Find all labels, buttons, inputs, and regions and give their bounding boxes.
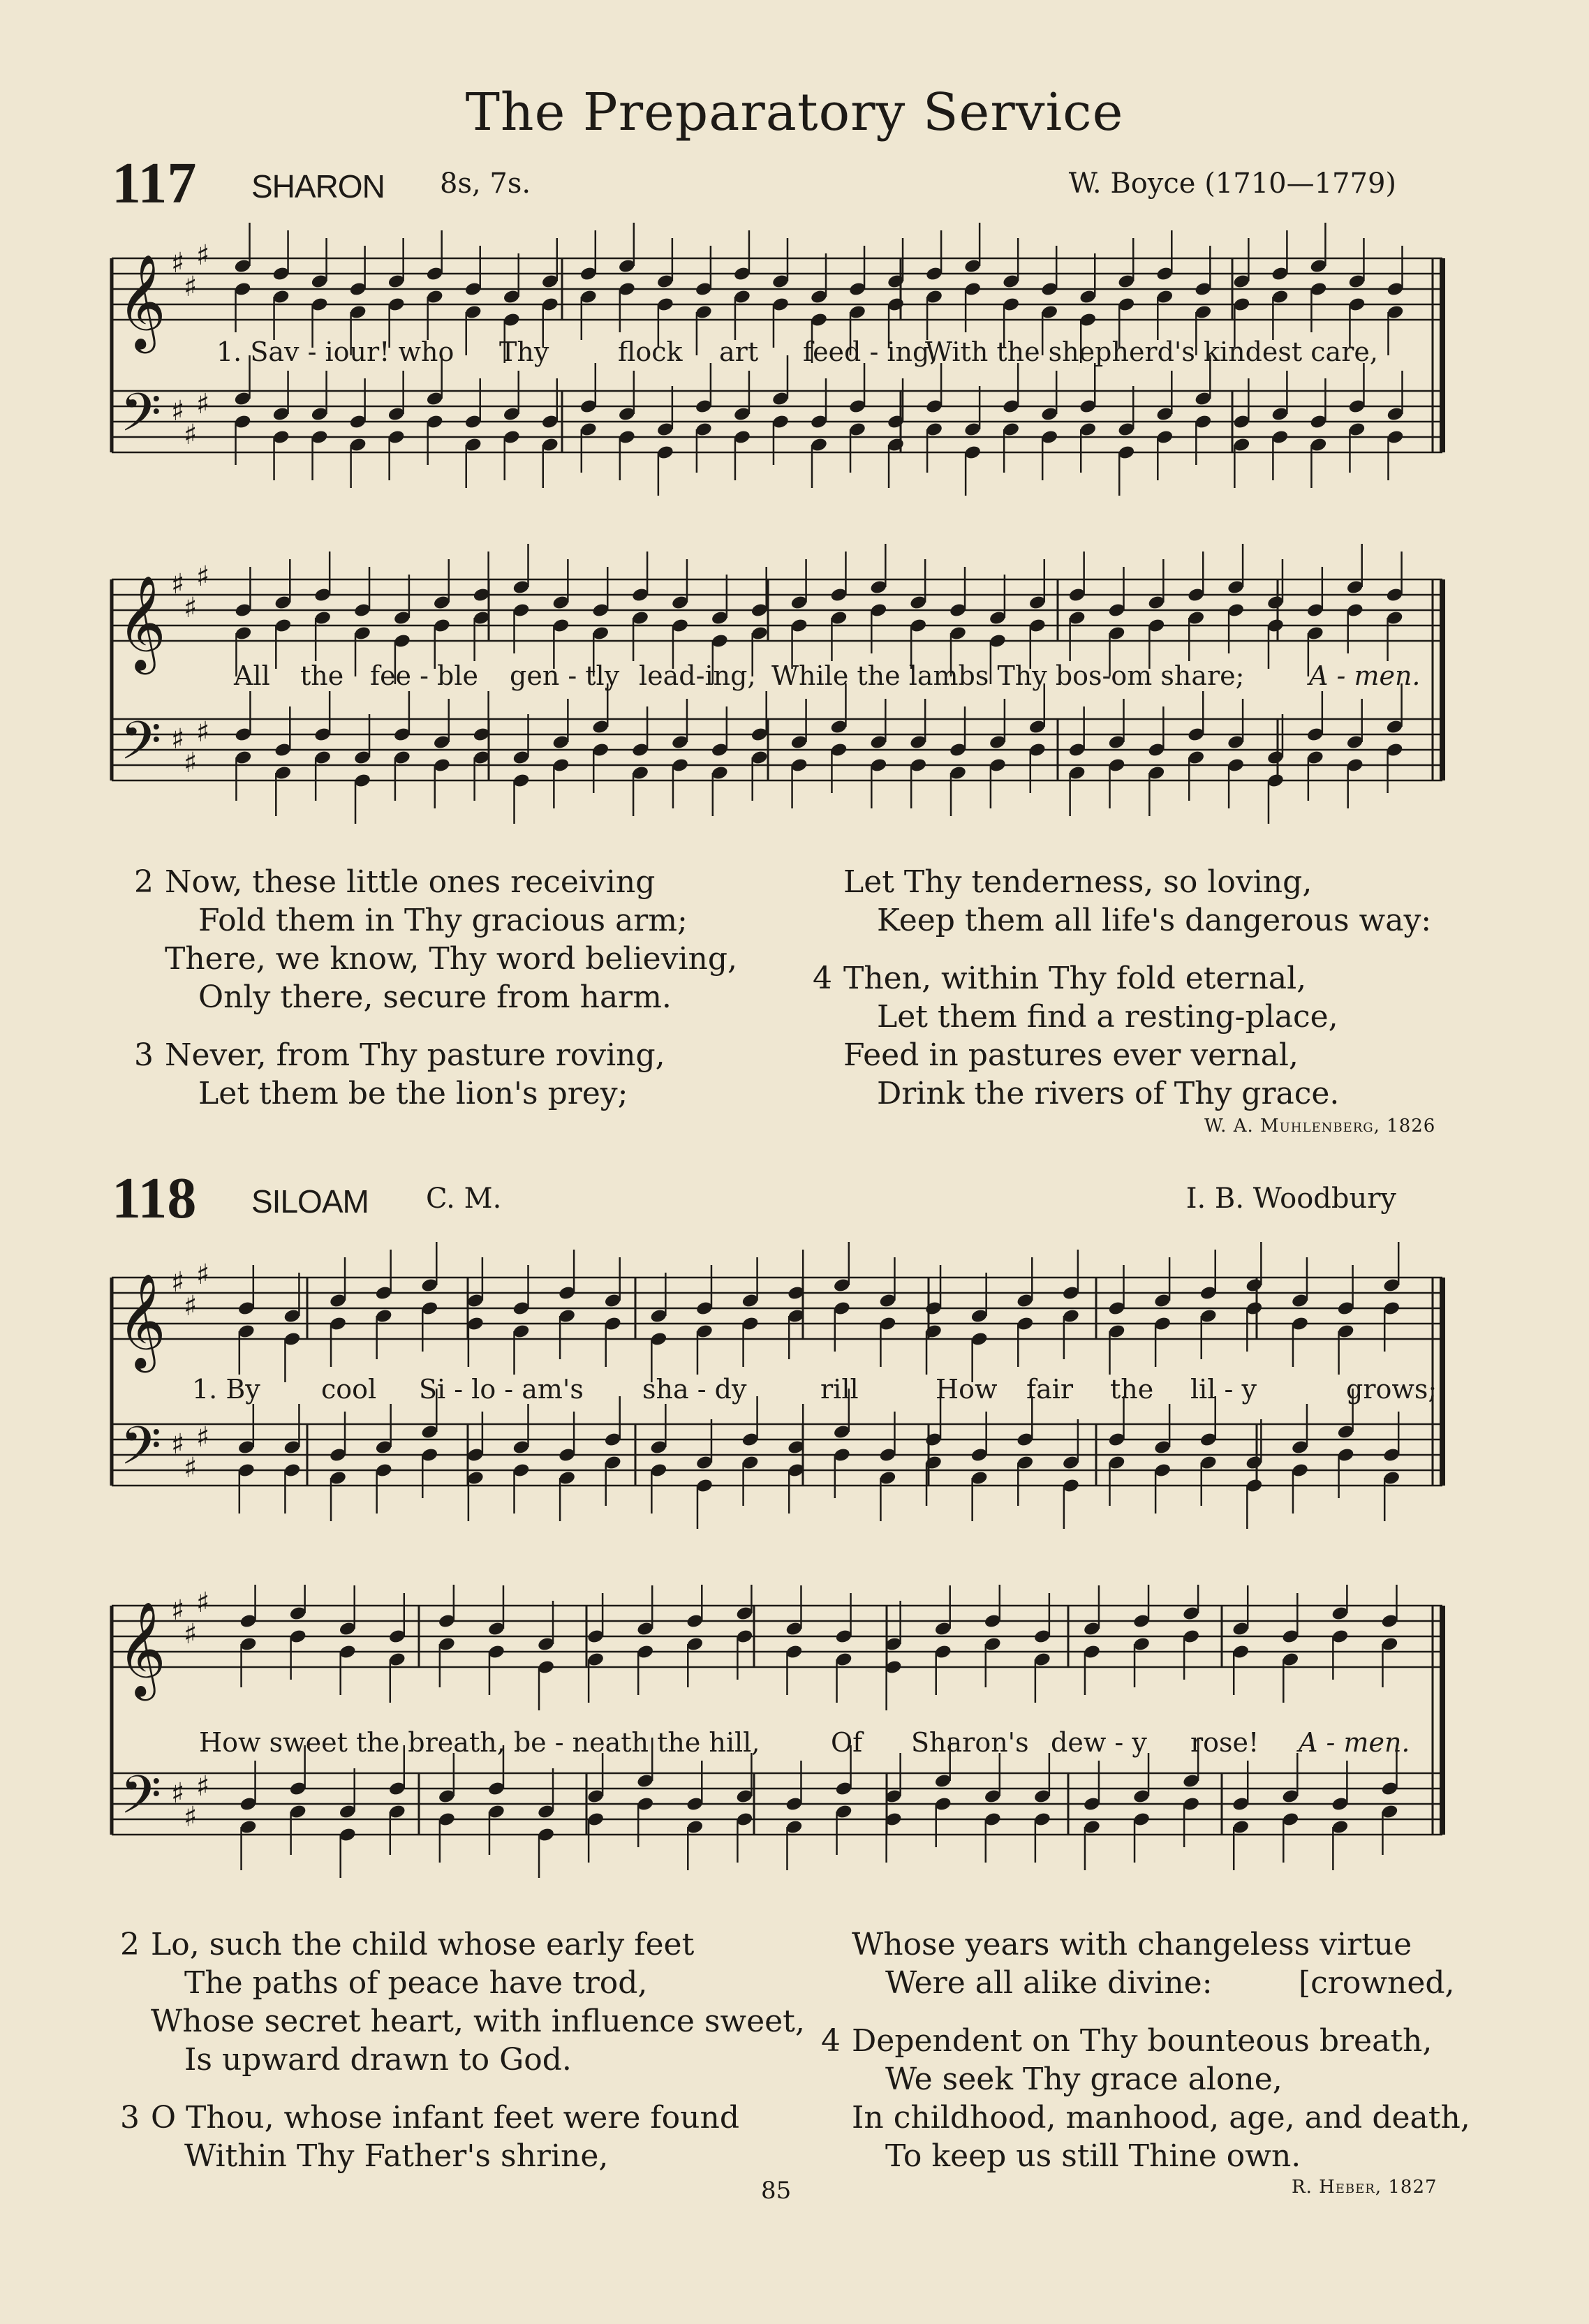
verse-number: 4 bbox=[821, 2023, 841, 2059]
lyric-syllable: 1. Sav - iour! who bbox=[216, 336, 454, 367]
svg-text:♯: ♯ bbox=[196, 1421, 210, 1453]
verse bbox=[821, 2022, 1470, 2175]
verse-line: In childhood, manhood, age, and death, bbox=[852, 2100, 1470, 2136]
lyric-syllable: rose! bbox=[1190, 1727, 1259, 1758]
verse-number: 3 bbox=[134, 1037, 154, 1073]
author-credit: R. Heber, 1827 bbox=[1292, 2177, 1438, 2198]
verse bbox=[134, 1036, 737, 1113]
svg-text:♯: ♯ bbox=[184, 1290, 198, 1322]
svg-text:♯: ♯ bbox=[184, 1618, 198, 1650]
hymn-number: 117 bbox=[112, 151, 197, 216]
svg-text:♯: ♯ bbox=[184, 1452, 198, 1484]
verse bbox=[813, 959, 1431, 1113]
svg-text:♯: ♯ bbox=[171, 1777, 185, 1809]
verse bbox=[134, 863, 738, 1016]
lyric-syllable: the bbox=[1110, 1374, 1154, 1405]
verse-line: Drink the rivers of Thy grace. bbox=[877, 1076, 1340, 1111]
svg-text:♯: ♯ bbox=[196, 1770, 210, 1803]
meter: C. M. bbox=[426, 1183, 502, 1215]
svg-text:𝄞: 𝄞 bbox=[117, 574, 166, 670]
music-system-117-2 bbox=[105, 538, 1449, 831]
verse-line: We seek Thy grace alone, bbox=[885, 2062, 1283, 2097]
lyric-syllable: grows; bbox=[1346, 1374, 1438, 1405]
verses-118-right bbox=[821, 1925, 1470, 2175]
lyric-syllable: How bbox=[936, 1374, 998, 1405]
verse-line: Let them find a resting-place, bbox=[877, 999, 1338, 1035]
verse-line: Whose years with changeless virtue bbox=[852, 1927, 1412, 1962]
verse-line: Only there, secure from harm. bbox=[198, 979, 672, 1015]
lyric-syllable: With the shepherd's kindest care, bbox=[925, 336, 1378, 367]
verse bbox=[120, 2099, 805, 2175]
lyric-syllable: flock bbox=[618, 336, 683, 367]
lyric-syllable: A - men. bbox=[1299, 1727, 1410, 1758]
lyric-syllable: lead-ing, bbox=[639, 660, 756, 691]
meter: 8s, 7s. bbox=[440, 168, 531, 200]
svg-text:♯: ♯ bbox=[171, 247, 185, 279]
svg-text:♯: ♯ bbox=[196, 1259, 210, 1291]
verse-line: Within Thy Father's shrine, bbox=[184, 2138, 609, 2174]
lyric-syllable: While the lambs Thy bos-om share; bbox=[771, 660, 1245, 691]
verse-line: Let Thy tenderness, so loving, bbox=[843, 864, 1313, 900]
verses-117-right bbox=[813, 863, 1432, 1113]
verse-continued bbox=[852, 1925, 1470, 2002]
hymn-117-header bbox=[112, 149, 1396, 216]
verse-line: To keep us still Thine own. bbox=[885, 2138, 1301, 2174]
lyric-syllable: gen - tly bbox=[510, 660, 620, 691]
verse-line: The paths of peace have trod, bbox=[184, 1965, 648, 2001]
verse-line: Feed in pastures ever vernal, bbox=[843, 1037, 1299, 1073]
lyric-syllable: lil - y bbox=[1190, 1374, 1257, 1405]
svg-text:♯: ♯ bbox=[184, 419, 198, 451]
svg-text:♯: ♯ bbox=[184, 271, 198, 303]
lyric-syllable: the bbox=[300, 660, 344, 691]
verses-117-left bbox=[134, 863, 738, 1113]
author-credit: W. A. Muhlenberg, 1826 bbox=[1204, 1116, 1436, 1137]
verse-line bbox=[852, 1964, 1470, 2002]
lyric-syllable: All bbox=[234, 660, 270, 691]
svg-text:♯: ♯ bbox=[184, 592, 198, 624]
music-system-117-1 bbox=[105, 216, 1449, 503]
verse-number: 2 bbox=[120, 1927, 140, 1962]
svg-text:♯: ♯ bbox=[196, 561, 210, 593]
turnover-word: [crowned, bbox=[1299, 1965, 1455, 2001]
verse-line: Lo, such the child whose early feet bbox=[151, 1927, 695, 1962]
verse-line: O Thou, whose infant feet were found bbox=[151, 2100, 739, 2136]
verse-continued bbox=[843, 863, 1431, 940]
tune-name: SHARON bbox=[251, 168, 385, 205]
verse-number: 4 bbox=[813, 961, 832, 996]
verse-line: Dependent on Thy bounteous breath, bbox=[852, 2023, 1433, 2059]
lyric-syllable: fee - ble bbox=[370, 660, 479, 691]
hymn-118-header bbox=[112, 1164, 1396, 1231]
verse-line-text: Were all alike divine: bbox=[885, 1965, 1213, 2001]
svg-text:𝄢: 𝄢 bbox=[120, 710, 162, 785]
svg-text:♯: ♯ bbox=[184, 1801, 198, 1833]
lyric-syllable: Si - lo - am's bbox=[419, 1374, 584, 1405]
lyric-syllable: cool bbox=[321, 1374, 377, 1405]
svg-text:𝄞: 𝄞 bbox=[117, 253, 166, 349]
music-system-118-1 bbox=[105, 1236, 1449, 1536]
lyric-syllable: rill bbox=[820, 1374, 859, 1405]
music-system-118-2 bbox=[105, 1585, 1449, 1906]
verse bbox=[120, 1925, 805, 2079]
verse-line: Never, from Thy pasture roving, bbox=[165, 1037, 665, 1073]
verse-line: Fold them in Thy gracious arm; bbox=[198, 903, 688, 938]
page-title: The Preparatory Service bbox=[465, 82, 1124, 142]
lyric-syllable: 1. By bbox=[192, 1374, 260, 1405]
svg-text:♯: ♯ bbox=[184, 747, 198, 779]
svg-text:♯: ♯ bbox=[171, 568, 185, 600]
lyric-syllable: feed - ing, bbox=[803, 336, 938, 367]
svg-text:♯: ♯ bbox=[196, 239, 210, 272]
verse-number: 3 bbox=[120, 2100, 140, 2136]
verse-line: Let them be the lion's prey; bbox=[198, 1076, 628, 1111]
svg-text:♯: ♯ bbox=[196, 388, 210, 420]
lyric-syllable: Thy bbox=[499, 336, 549, 367]
verses-118-left bbox=[120, 1925, 805, 2175]
svg-text:♯: ♯ bbox=[171, 1428, 185, 1460]
lyric-syllable: dew - y bbox=[1051, 1727, 1147, 1758]
verse-number: 2 bbox=[134, 864, 154, 900]
svg-text:♯: ♯ bbox=[171, 395, 185, 427]
svg-text:♯: ♯ bbox=[196, 716, 210, 748]
lyric-syllable: A - men. bbox=[1309, 660, 1421, 691]
svg-text:♯: ♯ bbox=[196, 1587, 210, 1619]
composer: W. Boyce (1710—1779) bbox=[1068, 168, 1396, 200]
svg-text:𝄢: 𝄢 bbox=[120, 1764, 162, 1839]
svg-text:♯: ♯ bbox=[171, 1594, 185, 1627]
lyric-syllable: fair bbox=[1026, 1374, 1074, 1405]
verse-line: Now, these little ones receiving bbox=[165, 864, 656, 900]
svg-text:♯: ♯ bbox=[171, 723, 185, 755]
composer: I. B. Woodbury bbox=[1185, 1183, 1396, 1215]
lyric-syllable: How sweet the breath, be - neath the hill, bbox=[199, 1727, 760, 1758]
verse-line: Then, within Thy fold eternal, bbox=[843, 961, 1307, 996]
verse-line: Whose secret heart, with influence sweet, bbox=[151, 2004, 805, 2039]
hymn-number: 118 bbox=[112, 1166, 197, 1231]
lyric-syllable: art bbox=[719, 336, 759, 367]
tune-name: SILOAM bbox=[251, 1183, 369, 1220]
svg-text:𝄞: 𝄞 bbox=[117, 1600, 166, 1696]
verse-line: Keep them all life's dangerous way: bbox=[877, 903, 1432, 938]
svg-text:𝄢: 𝄢 bbox=[120, 382, 162, 457]
lyric-syllable: Sharon's bbox=[911, 1727, 1029, 1758]
svg-text:♯: ♯ bbox=[171, 1266, 185, 1298]
lyric-syllable: Of bbox=[831, 1727, 863, 1758]
verse-line: There, we know, Thy word believing, bbox=[165, 941, 738, 977]
page-number: 85 bbox=[761, 2177, 792, 2205]
svg-text:𝄢: 𝄢 bbox=[120, 1415, 162, 1490]
svg-text:𝄞: 𝄞 bbox=[117, 1272, 166, 1368]
lyric-syllable: sha - dy bbox=[642, 1374, 747, 1405]
verse-line: Is upward drawn to God. bbox=[184, 2042, 572, 2078]
